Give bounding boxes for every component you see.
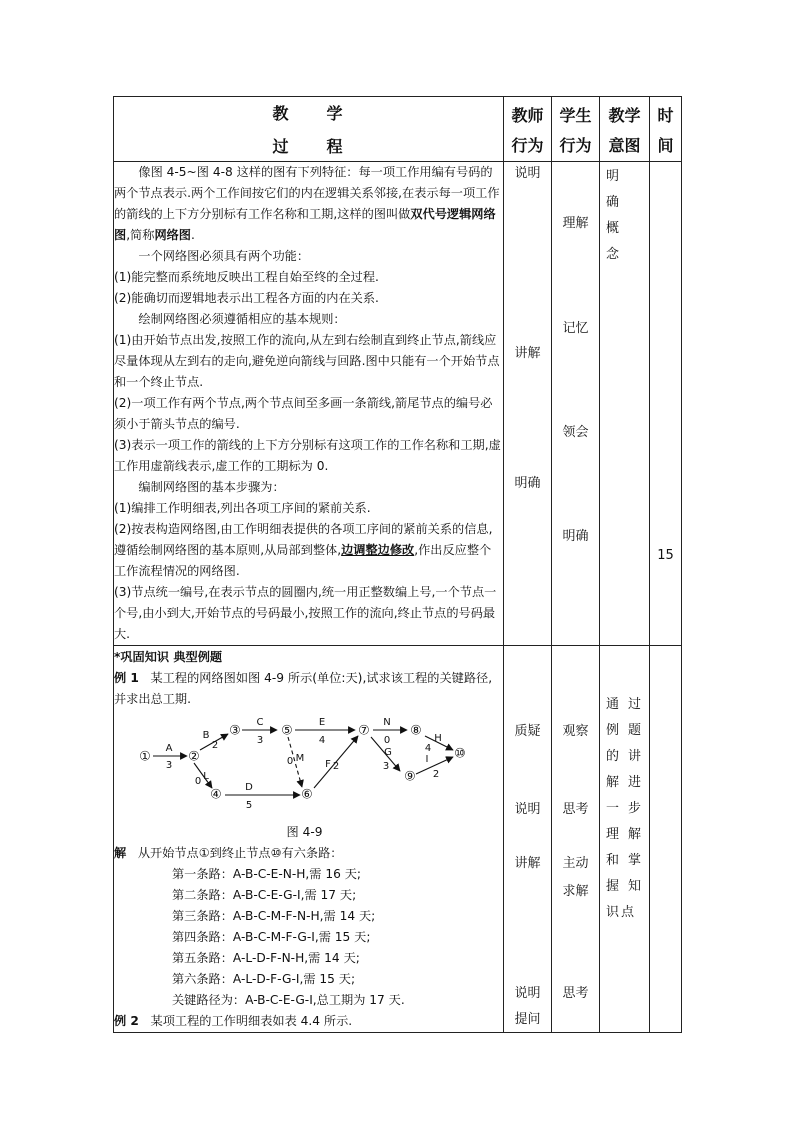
para1-mid: ,简称 xyxy=(126,228,155,242)
teacher-action: 讲解 xyxy=(514,856,541,871)
path-item: 第六条路：A-L-D-F-G-I,需 15 天; xyxy=(172,972,356,986)
header-process-line1: 教 学 xyxy=(272,104,345,123)
section1-student xyxy=(552,162,600,646)
node-2: ② xyxy=(188,749,200,765)
rule-item-2: (2)一项工作有两个节点,两个节点间至多画一条箭线,箭尾节点的编号必须小于箭头节点的编号. xyxy=(114,396,493,431)
header-teacher xyxy=(504,97,552,162)
section2-row xyxy=(114,646,682,1033)
student-action: 思考 xyxy=(562,986,589,1001)
student-action: 思考 xyxy=(562,802,589,817)
student-action: 主动 xyxy=(562,856,589,871)
example1 xyxy=(114,668,503,710)
node-5: ⑤ xyxy=(281,723,293,739)
step2-emphasis: 边调整边修改 xyxy=(341,543,415,557)
student-action: 领会 xyxy=(562,425,589,440)
example2-label: 例 2 xyxy=(114,1014,139,1028)
step-item-1: (1)编排工作明细表,列出各项工序间的紧前关系. xyxy=(114,501,371,515)
term-dual-code: 双代号逻辑网络图 xyxy=(114,207,496,242)
node-8: ⑧ xyxy=(410,723,422,739)
node-6: ⑥ xyxy=(301,787,313,803)
header-student xyxy=(552,97,600,162)
path-item: 第四条路：A-B-C-M-F-G-I,需 15 天; xyxy=(172,930,371,944)
edge-days-N: 0 xyxy=(383,735,391,746)
header-time xyxy=(650,97,682,162)
section1-content xyxy=(114,162,504,646)
edge-days-D: 5 xyxy=(245,800,253,811)
section2-title: *巩固知识 典型例题 xyxy=(114,650,223,664)
node-3: ③ xyxy=(229,723,241,739)
step2-text: (2)按表构造网络图,由工作明细表提供的各项工序间的紧前关系的信息,遵循绘制网络图的基本原则,从局部到整体, xyxy=(114,522,493,557)
node-1: ① xyxy=(139,749,151,765)
header-teacher-label: 教师行为 xyxy=(511,106,544,155)
edge-label-I: I xyxy=(425,754,429,765)
example1-label: 例 1 xyxy=(114,671,139,685)
edge-label-B: B xyxy=(202,730,210,741)
teacher-action: 质疑 xyxy=(514,724,541,739)
func-title: 一个网络图必须具有两个功能： xyxy=(138,249,310,263)
path-item: 第三条路：A-B-C-M-F-N-H,需 14 天; xyxy=(172,909,376,923)
header-intent xyxy=(600,97,650,162)
edge-label-A: A xyxy=(165,743,173,754)
rule-title: 绘制网络图必须遵循相应的基本规则： xyxy=(138,312,346,326)
header-row xyxy=(114,97,682,162)
section2-time xyxy=(650,646,682,1033)
node-4: ④ xyxy=(210,787,222,803)
example2 xyxy=(114,1011,503,1032)
edge-label-G-days: 3 xyxy=(382,761,390,772)
section2-content xyxy=(114,646,504,1033)
edge-days-F: 2 xyxy=(332,761,340,772)
node-9: ⑨ xyxy=(404,769,416,785)
edge-label-D: D xyxy=(245,782,253,793)
func-item-1: (1)能完整而系统地反映出工程自始至终的全过程. xyxy=(114,270,379,284)
term-network: 网络图 xyxy=(154,228,191,242)
node-10: ⑩ xyxy=(454,746,466,762)
rule-item-3: (3)表示一项工作的箭线的上下方分别标有这项工作的工作名称和工期,虚工作用虚箭线表示,虚工作的工期标为 0. xyxy=(114,438,501,473)
rule-item-1: (1)由开始节点出发,按照工作的流向,从左到右绘制直到终止节点,箭线应尽量体现从左到右的走向,避免逆向箭线与回路.图中只能有一个开始节点和一个终止节点. xyxy=(114,333,500,389)
header-process xyxy=(114,97,504,162)
section1-teacher xyxy=(504,162,552,646)
section1-intent xyxy=(600,162,650,646)
section1-para1 xyxy=(114,162,503,246)
teacher-action: 讲解 xyxy=(514,346,541,361)
edge-label-F: F xyxy=(325,759,331,770)
edge-label-L: L xyxy=(203,771,209,782)
edge-label-G: G xyxy=(384,747,392,758)
path-item: 第二条路：A-B-C-E-G-I,需 17 天; xyxy=(172,888,357,902)
time-minutes: 15 xyxy=(657,548,674,563)
section1-time xyxy=(650,162,682,646)
step-item-2 xyxy=(114,519,503,582)
edge-label-M: M xyxy=(295,753,305,764)
para1-text: 像图 4-5~图 4-8 这样的图有下列特征：每一项工作用编有号码的两个节点表示.两个工作间按它们的内在逻辑关系邻接,在表示每一项工作的箭线的上下方分别标有工作名称和工期,这样的图叫做 xyxy=(114,165,500,221)
student-action: 理解 xyxy=(562,216,589,231)
solution-label: 解 xyxy=(114,846,127,860)
critical-path: 关键路径为：A-B-C-E-G-I,总工期为 17 天. xyxy=(172,993,405,1007)
step-item-3: (3)节点统一编号,在表示节点的圆圈内,统一用正整数编上号,一个节点一个号,由小到大,开始节点的号码最小,按照工作的流向,终止节点的号码最大. xyxy=(114,585,497,641)
edge-days-B: 2 xyxy=(211,740,219,751)
network-diagram xyxy=(114,714,484,824)
edge-label-E: E xyxy=(318,717,326,728)
teacher-action: 说明 xyxy=(514,166,541,181)
teacher-action: 说明 xyxy=(514,802,541,817)
edge-days-M: 0 xyxy=(286,756,294,767)
student-action: 求解 xyxy=(562,884,589,899)
student-action: 观察 xyxy=(562,724,589,739)
teacher-action: 提问 xyxy=(514,1012,541,1027)
func-item-2: (2)能确切而逻辑地表示出工程各方面的内在关系. xyxy=(114,291,379,305)
intent-text: 通过例题的讲解进一步理解和掌握知识点 xyxy=(606,697,643,920)
header-time-label: 时间 xyxy=(657,106,674,155)
edge-label-H: H xyxy=(434,733,442,744)
edge-days-E: 4 xyxy=(318,735,326,746)
edge-days-I: 2 xyxy=(432,769,440,780)
section1-row xyxy=(114,162,682,646)
edge-days-C: 3 xyxy=(256,735,264,746)
header-student-label: 学生行为 xyxy=(559,106,592,155)
path-item: 第五条路：A-L-D-F-N-H,需 14 天; xyxy=(172,951,360,965)
para1-end: . xyxy=(191,228,195,242)
step2-end: ,作出反应整个工作流程情况的网络图. xyxy=(114,543,492,578)
node-7: ⑦ xyxy=(358,723,370,739)
figure-caption: 图 4-9 xyxy=(286,825,323,839)
teacher-action: 说明 xyxy=(514,986,541,1001)
edge-label-C: C xyxy=(256,717,264,728)
section2-teacher xyxy=(504,646,552,1033)
edge-days-A: 3 xyxy=(165,760,173,771)
edge-days-L: 0 xyxy=(194,776,202,787)
student-action: 记忆 xyxy=(562,321,589,336)
section2-student xyxy=(552,646,600,1033)
section2-intent xyxy=(600,646,650,1033)
edge-label-N: N xyxy=(383,717,391,728)
solution-intro xyxy=(114,843,503,864)
edge-days-H: 4 xyxy=(424,743,432,754)
teacher-action: 明确 xyxy=(514,476,541,491)
solution-intro-text: 从开始节点①到终止节点⑩有六条路： xyxy=(137,846,343,860)
path-item: 第一条路：A-B-C-E-N-H,需 16 天; xyxy=(172,867,362,881)
student-action: 明确 xyxy=(562,529,589,544)
header-intent-label: 教学意图 xyxy=(608,106,641,155)
step-title: 编制网络图的基本步骤为： xyxy=(138,480,285,494)
example2-text: 某项工程的工作明细表如表 4.4 所示. xyxy=(150,1014,353,1028)
lesson-table xyxy=(113,96,682,1033)
intent-text: 明确概念 xyxy=(606,169,626,262)
example1-text: 某工程的网络图如图 4-9 所示(单位:天),试求该工程的关键路径,并求出总工期. xyxy=(114,671,493,706)
header-process-line2: 过 程 xyxy=(272,137,345,156)
